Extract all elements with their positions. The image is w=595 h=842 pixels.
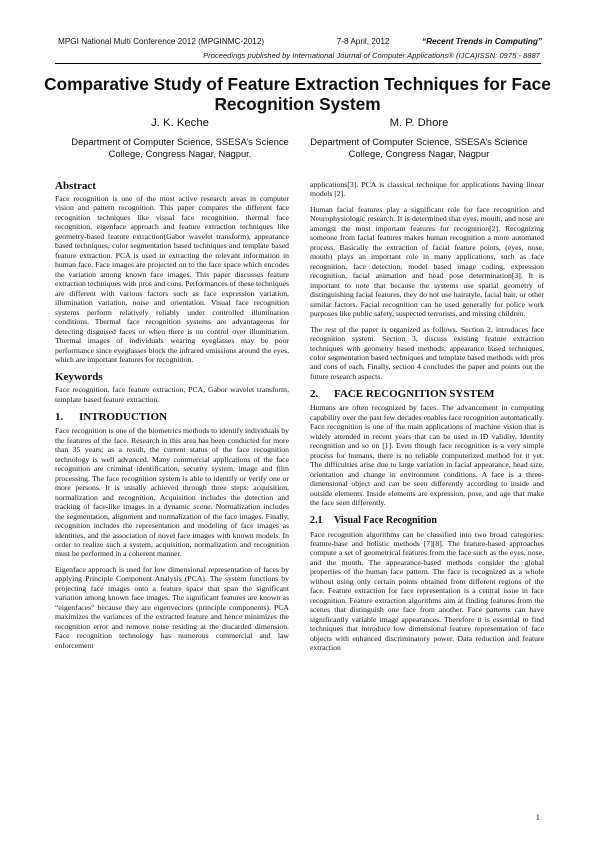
section21-paragraph-1: Face recognition algorithms can be classified into two broad categories: feature-base and holistic methods [7][8]. The feature-based approaches compute a set of geometrical features from the face such as the eyes, nose, and the mouth. The appearance-based methods consider the global properties of the human face pattern. The face is recognized as a whole without using only certain points obtained from different regions of the face. Feature extraction for face representation is a central issue in face recognition. Feature extraction algorithms aim at finding features from the scenes that distinguish one face from another. Face patterns can have significantly variable image appearances. Therefore it is essential to find techniques that introduce low dimensional feature representation of face objects with enhanced discriminatory power. Data reduction and feature extraction (310, 529, 544, 653)
running-header (58, 37, 542, 46)
section-number: 2. (310, 388, 319, 401)
section2-paragraph-1: Humans are often recognized by faces. The advancement in computing capability over the past few decades enables face recognition automatically. Face recognition is one of the main applications of machine vision that is widely attended in recent years that can be used in ID validity, Identity recognition and so on [1]. Even though face recognition is a very simple process for humans, there is no reliable computerized method for it yet. The difficulties arise due to large variation in facial appearance, head size, orientation and change in environment conditions. A face is a three-dimensional object and can be seen differently according to inside and outside elements. Inside elements are expression, pose, and age that make the face seen differently. (310, 403, 544, 508)
abstract-heading: Abstract (55, 180, 96, 192)
author-affiliation: Department of Computer Science, SSESA’s Science College, Congress Nagar, Nagpur. (71, 136, 289, 159)
section-heading-introduction (55, 411, 289, 424)
author-block-2 (294, 116, 544, 159)
section-heading-face-recognition-system (310, 388, 544, 401)
subsection-title: Visual Face Recognition (334, 514, 437, 526)
page-number: 1 (535, 812, 540, 822)
author-affiliation: Department of Computer Science, SSESA’s Science College, Congress Nagar, Nagpur (310, 136, 528, 159)
keywords-text: Face recognition, face feature extraction, PCA, Gabor wavelet transform, template based feature extraction. (55, 385, 289, 404)
intro-paragraph-2-continued: applications[3]. PCA is classical technique for applications having linear models [2]. (310, 180, 544, 199)
header-divider (55, 63, 541, 64)
conference-date: 7-8 April, 2012 (336, 37, 390, 46)
intro-paragraph-4: The rest of the paper is organized as follows. Section 2, introduces face recognition system. Section 3, discuss existing feature extraction techniques with geometry based methods, appearance based techniques, color segmentation based techniques and template based methods with pros and cons of each. Finally, section 4 concludes the paper and points out the future research aspects. (310, 324, 544, 381)
author-name: J. K. Keche (151, 117, 209, 129)
right-column (310, 180, 544, 659)
subsection-number: 2.1 (310, 514, 323, 526)
intro-paragraph-2: Eigenface approach is used for low dimensional representation of faces by applying Principle Component Analysis (PCA). The system functions by projecting face images onto a feature space that span the significant variation among known face images. The significant features are known as “eigenfaces” because they are eigenvectors (principle components). PCA maximizes the variances of the extracted feature and hence minimizes the recognition error and remove noise residing at the discarded dimension. Face recognition technology has numerous commercial and law enforcement (55, 564, 289, 650)
conference-name: MPGI National Multi Conference 2012 (MPGINMC-2012) (58, 37, 265, 46)
section-number: 1. (55, 411, 64, 424)
intro-paragraph-1: Face recognition is one of the biometrics methods to identify individuals by the features of the face. Research in this area has been conducted for more than 35 years; as a result, the current status of the face recognition technology is well advanced. Many commercial applications of the face recognition are criminal identification, security system, image and film processing. The face recognition system is able to identify or verify one or more persons. It is usually achieved through three steps: acquisition, normalization and recognition. Acquisition includes the detection and tracking of face-like images in a dynamic scene. Normalization includes the segmentation, alignment and normalization of the face images. Finally, recognition includes the representation and modeling of face images as identities, and the association of novel face images with known models. In order to realize such a system, acquisition, normalization and recognition must be performed in a coherent manner. (55, 426, 289, 559)
section-title: INTRODUCTION (79, 411, 168, 424)
section-title: FACE RECOGNITION SYSTEM (334, 388, 495, 401)
abstract-text: Face recognition is one of the most active research areas in computer vision and pattern recognition. This paper compares the different face recognition techniques like visual face recognition, thermal face recognition, eigenface approach and feature extraction techniques like geometry-based feature extraction(Gabor wavelet transform), appearance based techniques, color segmentation based techniques and template based feature extraction. PCA is used in extracting the relevant information in human face. Face images are projected on to the face space which encodes the variation among known face images. This paper discusses feature extraction techniques with pros and cons. Performances of these techniques are different with various factors such as face expression variation, illumination variation, noise and orientation. Visual face recognition systems perform relatively reliably under controlled illumination conditions. Thermal face recognition systems are advantageous for detecting disguised faces or when there is no control over illumination. Thermal images of individuals wearing eyeglasses may be poor performance since eyeglasses block the infrared emissions around the eyes, which are important features for recognition. (55, 194, 289, 364)
keywords-heading: Keywords (55, 371, 103, 384)
author-block-1 (55, 116, 305, 159)
author-name: M. P. Dhore (389, 117, 449, 129)
subsection-heading-visual-face-recognition (310, 515, 544, 527)
intro-paragraph-3: Human facial features play a significant role for face recognition and Neurophysiologic research. It is determined that eyes, mouth, and nose are amongst the most important features for recognition[2]. Recognizing someone from facial features makes human recognition a more automated process. Basically the extraction of facial feature points, (eyes, nose, mouth) plays an important role in many applications, such as face recognition, face detection, model based image coding, expression recognition, facial animation and head pose determination[3]. It is important to note that because the systems use spatial geometry of distinguishing facial features, they do not use hairstyle, facial hair, or other similar factors. Facial recognition can be used generally for police work purposes like public safety, suspected terrorists, and missing children. (310, 204, 544, 319)
conference-theme: “Recent Trends in Computing” (422, 37, 542, 46)
proceedings-line: Proceedings published by International Journal of Computer Applications® (IJCA)ISSN: 0975 - 8887 (203, 51, 540, 60)
left-column (55, 180, 289, 656)
paper-title: Comparative Study of Feature Extraction Techniques for Face Recognition System (44, 74, 551, 114)
